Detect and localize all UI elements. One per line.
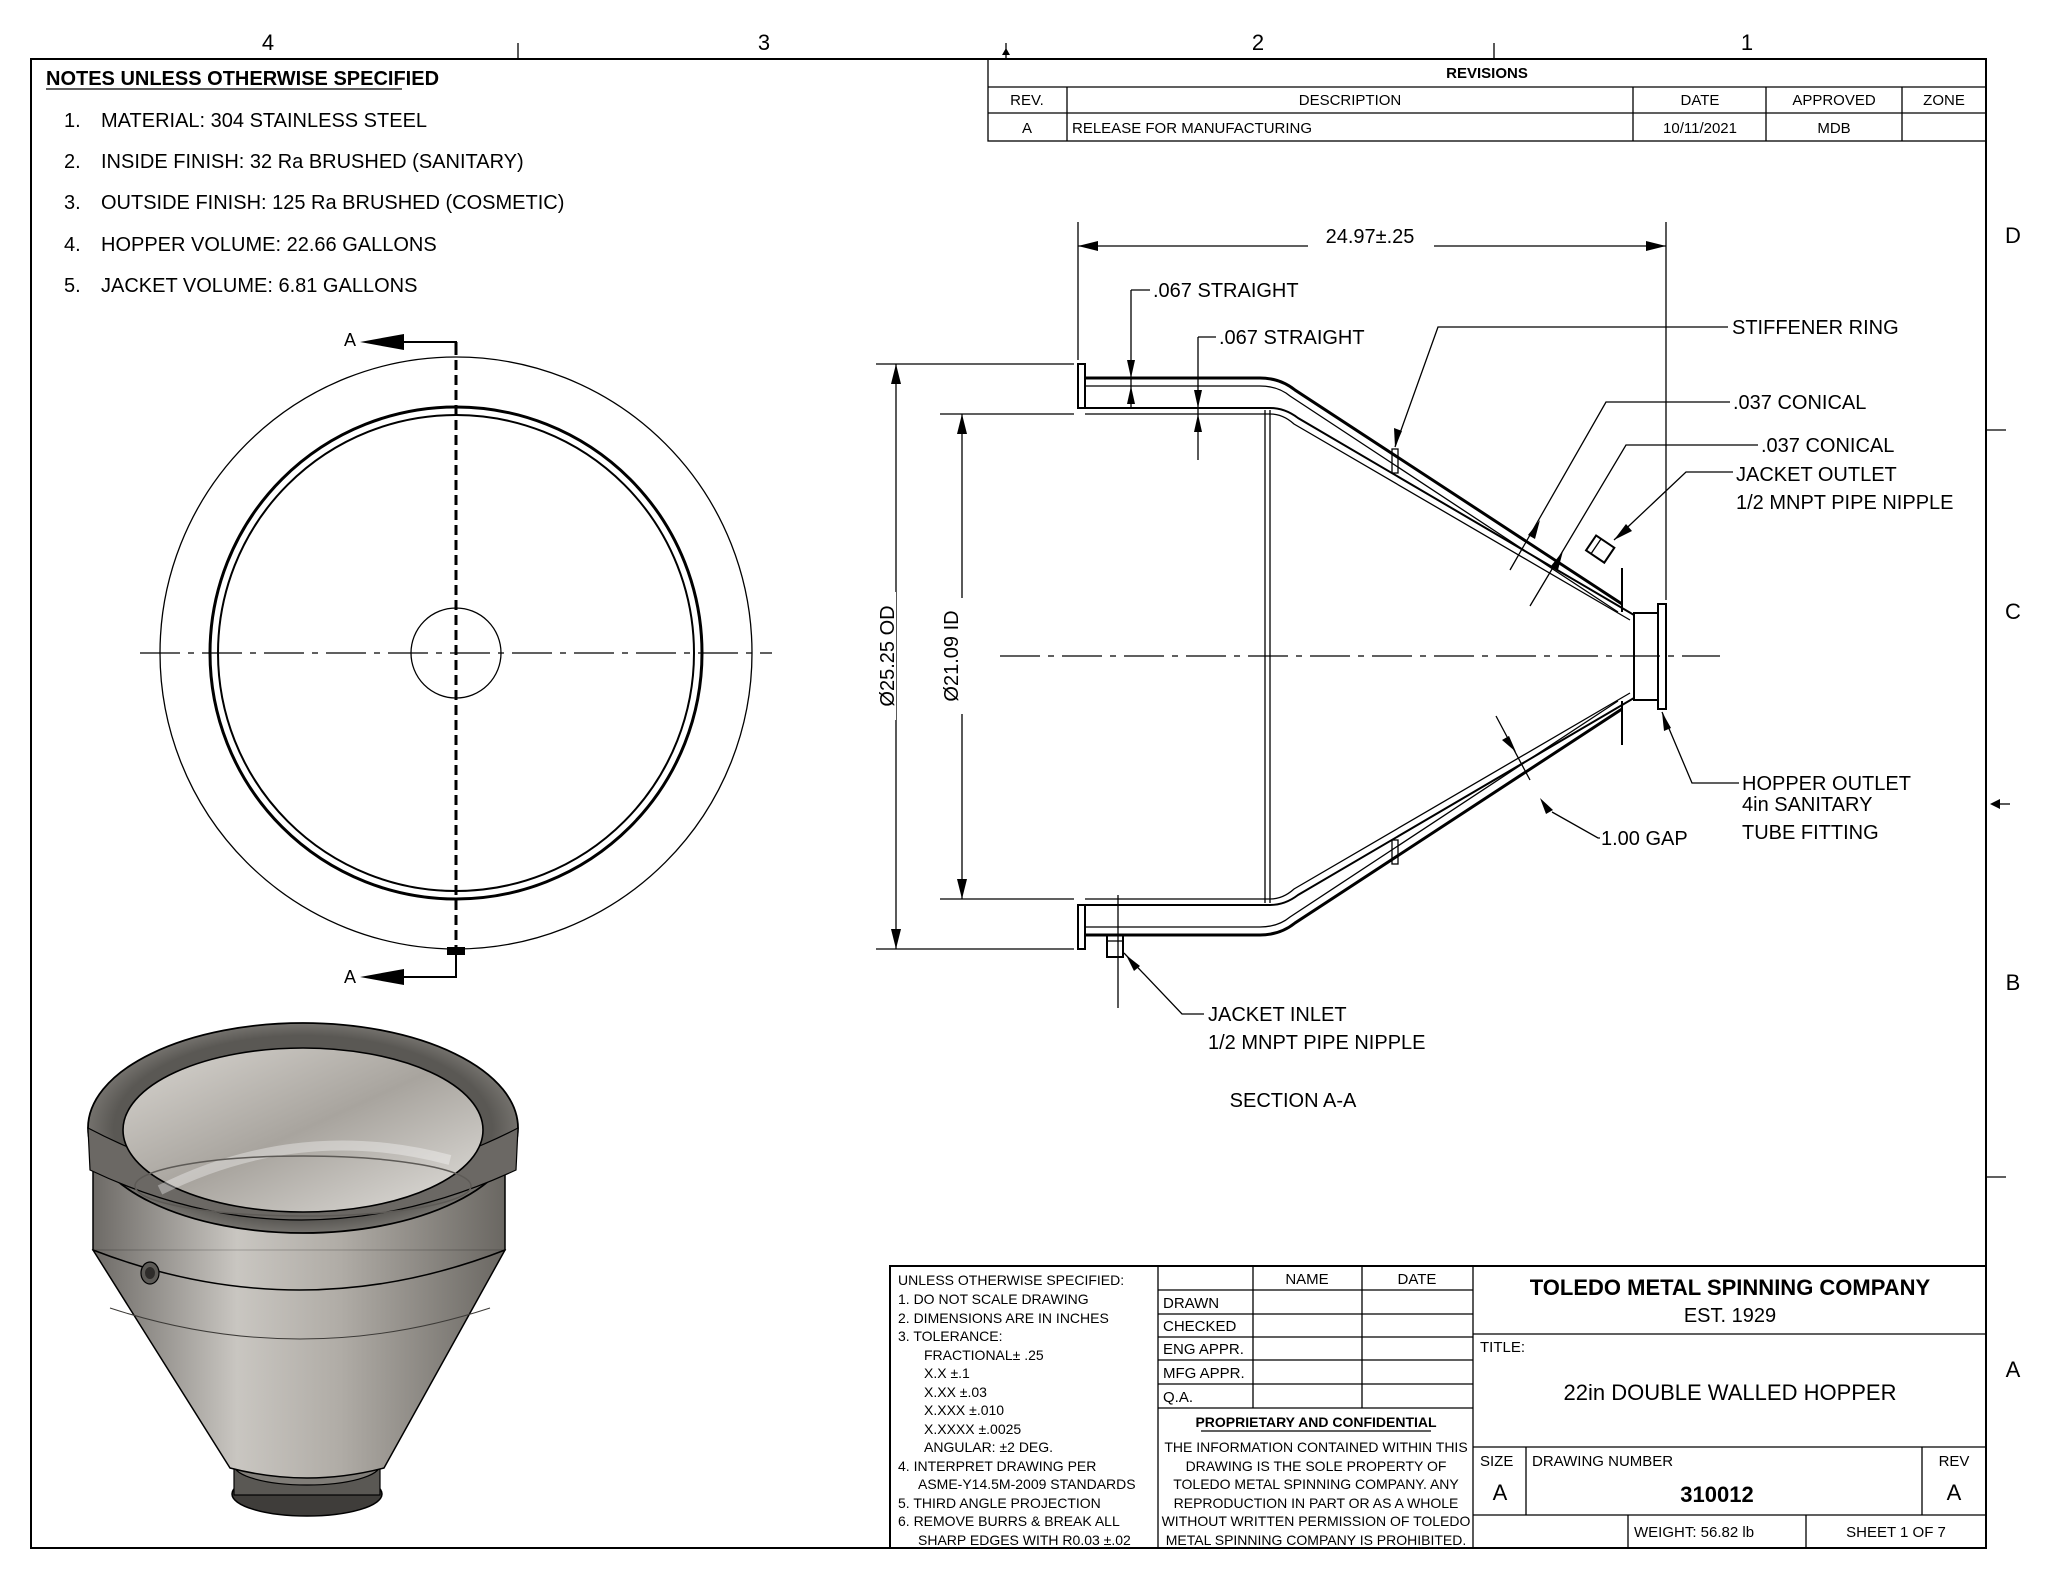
right-zone-markers — [1986, 223, 2021, 1382]
signoff-checked: CHECKED — [1163, 1318, 1237, 1335]
tolerance-line: 2. DIMENSIONS ARE IN INCHES — [898, 1310, 1109, 1326]
revisions-table — [988, 59, 1986, 141]
proprietary-heading: PROPRIETARY AND CONFIDENTIAL — [1195, 1414, 1437, 1430]
note-number: 1. — [64, 110, 81, 132]
zone-label-a: A — [2005, 1357, 2021, 1382]
notes-heading: NOTES UNLESS OTHERWISE SPECIFIED — [46, 68, 440, 90]
note-text: INSIDE FINISH: 32 Ra BRUSHED (SANITARY) — [101, 151, 524, 173]
note-text: MATERIAL: 304 STAINLESS STEEL — [101, 110, 428, 132]
zone-label-4: 4 — [261, 30, 275, 55]
isometric-view — [88, 1023, 518, 1516]
drawing-title: 22in DOUBLE WALLED HOPPER — [1563, 1380, 1897, 1405]
size-label: SIZE — [1480, 1453, 1514, 1470]
zone-label-d: D — [2005, 223, 2021, 248]
proprietary-line: METAL SPINNING COMPANY IS PROHIBITED. — [1165, 1532, 1467, 1548]
tolerance-line: ASME-Y14.5M-2009 STANDARDS — [918, 1476, 1136, 1492]
tolerance-line: X.XXX ±.010 — [924, 1402, 1005, 1418]
tolerance-line: 1. DO NOT SCALE DRAWING — [898, 1291, 1089, 1307]
signoff-mfg-appr: MFG APPR. — [1163, 1365, 1245, 1382]
proprietary-line: REPRODUCTION IN PART OR AS A WHOLE — [1173, 1495, 1459, 1511]
section-label-top: A — [343, 330, 357, 350]
center-arrow-top — [1002, 48, 1010, 55]
callout-jacket-outlet: JACKET OUTLET — [1736, 464, 1897, 486]
description-header: DESCRIPTION — [1298, 92, 1402, 109]
section-view — [874, 222, 1954, 1112]
zone-label-3: 3 — [757, 30, 771, 55]
tolerance-line: 4. INTERPRET DRAWING PER — [898, 1458, 1097, 1474]
signoff-drawn: DRAWN — [1163, 1295, 1220, 1312]
callout-conical-inner: .037 CONICAL — [1761, 435, 1895, 457]
revision-row-approved: MDB — [1817, 120, 1851, 137]
revisions-title: REVISIONS — [1446, 65, 1528, 82]
proprietary-notice — [1162, 1414, 1471, 1548]
rev-label: REV — [1938, 1453, 1970, 1470]
note-number: 5. — [64, 275, 81, 297]
date-header: DATE — [1680, 92, 1720, 109]
proprietary-line: TOLEDO METAL SPINNING COMPANY. ANY — [1173, 1476, 1459, 1492]
sheet-size: A — [1492, 1480, 1508, 1505]
signoff-date-header: DATE — [1397, 1271, 1437, 1288]
drawing-rev: A — [1946, 1480, 1962, 1505]
revision-row-description: RELEASE FOR MANUFACTURING — [1072, 120, 1313, 137]
callout-conical-outer: .037 CONICAL — [1733, 392, 1867, 414]
section-title: SECTION A-A — [1229, 1090, 1357, 1112]
callout-gap: 1.00 GAP — [1601, 828, 1688, 850]
revision-row-date: 10/11/2021 — [1663, 120, 1737, 137]
zone-label-c: C — [2005, 599, 2021, 624]
dim-outer-diameter: Ø25.25 OD — [877, 605, 899, 707]
tolerance-line: X.XXXX ±.0025 — [924, 1421, 1022, 1437]
approved-header: APPROVED — [1792, 92, 1876, 109]
revision-row-rev: A — [1021, 120, 1033, 137]
note-text: JACKET VOLUME: 6.81 GALLONS — [101, 275, 418, 297]
notes-block — [46, 68, 564, 297]
callout-jacket-outlet-size: 1/2 MNPT PIPE NIPPLE — [1736, 492, 1954, 514]
tolerance-line: ANGULAR: ±2 DEG. — [924, 1439, 1054, 1455]
tolerance-line: X.XX ±.03 — [924, 1384, 987, 1400]
zone-label-b: B — [2005, 970, 2021, 995]
title-label: TITLE: — [1480, 1339, 1526, 1356]
tolerance-line: FRACTIONAL± .25 — [924, 1347, 1044, 1363]
note-text: HOPPER VOLUME: 22.66 GALLONS — [101, 234, 437, 256]
tolerance-line: X.X ±.1 — [924, 1365, 970, 1381]
proprietary-line: THE INFORMATION CONTAINED WITHIN THIS — [1164, 1439, 1468, 1455]
company-name: TOLEDO METAL SPINNING COMPANY — [1529, 1275, 1931, 1300]
zone-label-1: 1 — [1740, 30, 1754, 55]
callout-jacket-inlet: JACKET INLET — [1208, 1004, 1347, 1026]
sheet-count: SHEET 1 OF 7 — [1846, 1524, 1946, 1541]
top-zone-markers — [262, 30, 1753, 59]
signoff-eng-appr: ENG APPR. — [1163, 1341, 1244, 1358]
callout-jacket-inlet-size: 1/2 MNPT PIPE NIPPLE — [1208, 1032, 1426, 1054]
callout-straight-outer: .067 STRAIGHT — [1153, 280, 1299, 302]
note-number: 2. — [64, 151, 81, 173]
proprietary-line: WITHOUT WRITTEN PERMISSION OF TOLEDO — [1161, 1513, 1471, 1529]
section-label-bottom: A — [343, 967, 357, 987]
callout-straight-inner: .067 STRAIGHT — [1219, 327, 1365, 349]
callout-hopper-outlet: HOPPER OUTLET — [1742, 773, 1911, 795]
note-number: 4. — [64, 234, 81, 256]
note-number: 3. — [64, 192, 81, 214]
title-block — [890, 1266, 1986, 1548]
section-arrow-top — [360, 334, 404, 350]
signoff-name-header: NAME — [1285, 1271, 1329, 1288]
dim-overall-length: 24.97±.25 — [1325, 226, 1415, 248]
zone-label-2: 2 — [1251, 30, 1265, 55]
tolerance-line: UNLESS OTHERWISE SPECIFIED: — [898, 1272, 1125, 1288]
top-view — [140, 330, 772, 987]
drawing-number-label: DRAWING NUMBER — [1532, 1453, 1674, 1470]
dim-inner-diameter: Ø21.09 ID — [941, 610, 963, 702]
tolerance-line: SHARP EDGES WITH R0.03 ±.02 — [918, 1532, 1131, 1548]
drawing-number: 310012 — [1680, 1482, 1754, 1507]
zone-header: ZONE — [1923, 92, 1965, 109]
note-text: OUTSIDE FINISH: 125 Ra BRUSHED (COSMETIC) — [101, 192, 565, 214]
part-weight: WEIGHT: 56.82 lb — [1634, 1524, 1755, 1541]
tolerance-line: 5. THIRD ANGLE PROJECTION — [898, 1495, 1101, 1511]
callout-hopper-outlet-type: TUBE FITTING — [1742, 822, 1879, 844]
callout-stiffener-ring: STIFFENER RING — [1732, 317, 1899, 339]
tolerance-notes — [898, 1272, 1136, 1548]
callout-hopper-outlet-size: 4in SANITARY — [1742, 794, 1873, 816]
signoff-qa: Q.A. — [1163, 1389, 1194, 1406]
tolerance-line: 6. REMOVE BURRS & BREAK ALL — [898, 1513, 1120, 1529]
proprietary-line: DRAWING IS THE SOLE PROPERTY OF — [1185, 1458, 1447, 1474]
company-established: EST. 1929 — [1683, 1305, 1777, 1327]
section-arrow-bottom — [360, 969, 404, 985]
rev-header: REV. — [1010, 92, 1044, 109]
tolerance-line: 3. TOLERANCE: — [898, 1328, 1003, 1344]
